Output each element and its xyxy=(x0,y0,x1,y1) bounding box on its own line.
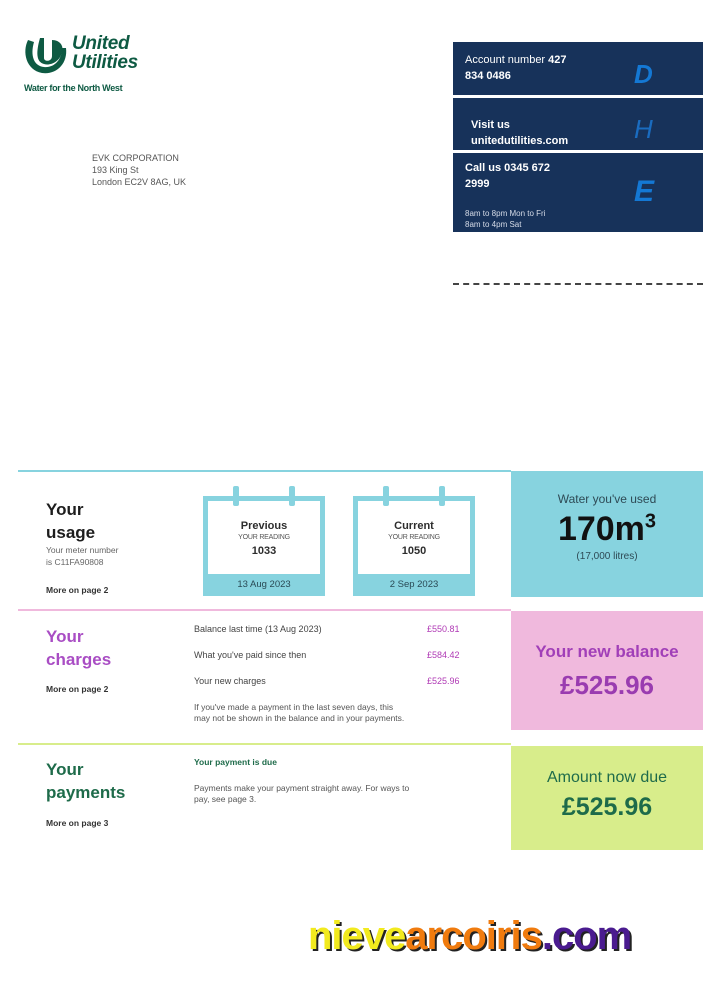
water-used-box xyxy=(511,471,703,597)
united-utilities-logo xyxy=(22,34,162,98)
new-balance-value: £525.96 xyxy=(560,670,654,700)
charge-row-value: £550.81 xyxy=(427,624,460,634)
charge-row-value: £525.96 xyxy=(427,676,460,686)
account-number-label: Account number xyxy=(465,54,546,66)
logo-tagline: Water for the North West xyxy=(24,83,123,93)
previous-date: 13 Aug 2023 xyxy=(203,574,325,596)
usage-divider xyxy=(18,470,511,472)
calendar-ring-icon xyxy=(383,486,389,506)
current-value: 1050 xyxy=(401,545,427,557)
previous-sub: YOUR READING xyxy=(238,534,290,541)
previous-label: Previous xyxy=(240,520,288,532)
charge-row-label: What you've paid since then xyxy=(194,650,307,660)
watermark-text: nievearcoiris.com xyxy=(308,914,632,958)
charge-row-value: £584.42 xyxy=(427,650,460,660)
box-letter-h: H xyxy=(634,114,653,144)
amount-due-box xyxy=(511,746,703,850)
current-sub: YOUR READING xyxy=(388,534,440,541)
calendar-ring-icon xyxy=(439,486,445,506)
hours-weekday: 8am to 8pm Mon to Fri xyxy=(465,209,546,218)
box-letter-d: D xyxy=(634,59,653,89)
amount-due-title: Amount now due xyxy=(546,769,668,786)
current-label: Current xyxy=(394,520,434,532)
water-used-value: $170m^3$ xyxy=(557,510,657,548)
usage-more-link[interactable]: More on page 2 xyxy=(46,585,109,595)
website-link[interactable]: unitedutilities.com xyxy=(471,135,569,147)
account-number-value-1: 427 xyxy=(548,54,567,66)
phone-number-1[interactable]: 0345 672 xyxy=(504,162,551,174)
phone-number-2[interactable]: 2999 xyxy=(465,178,490,190)
charge-row-label: Balance last time (13 Aug 2023) xyxy=(194,624,322,634)
charges-title: Your charges xyxy=(46,627,112,669)
dashed-divider xyxy=(453,283,703,285)
visit-us-label: Visit us xyxy=(471,119,510,131)
logo-word-united: United xyxy=(72,33,130,54)
payments-title: Your payments xyxy=(46,760,126,802)
payments-note: Payments make your payment straight away. For ways to pay, see page 3. xyxy=(194,783,410,804)
previous-reading-calendar xyxy=(203,486,325,596)
payments-divider xyxy=(18,743,511,745)
calendar-ring-icon xyxy=(233,486,239,506)
address-company: EVK CORPORATION xyxy=(92,153,179,163)
logo-word-utilities: Utilities xyxy=(72,52,138,73)
water-used-title: Water you've used xyxy=(557,492,657,506)
charge-row-label: Your new charges xyxy=(194,676,266,686)
address-city: London EC2V 8AG, UK xyxy=(92,177,187,187)
charges-divider xyxy=(18,609,511,611)
calendar-ring-icon xyxy=(289,486,295,506)
new-balance-title: Your new balance xyxy=(535,642,679,661)
charges-note: If you've made a payment in the last seven days, this may not be shown in the balance and in your payments. xyxy=(194,702,405,723)
call-us-label: Call us xyxy=(465,162,502,174)
call-us-box xyxy=(453,153,703,232)
recipient-address xyxy=(92,152,186,188)
address-street: 193 King St xyxy=(92,165,139,175)
account-number-value-2: 834 0486 xyxy=(465,70,511,82)
current-reading-calendar xyxy=(353,486,475,596)
visit-us-box xyxy=(453,98,703,150)
new-balance-box xyxy=(511,611,703,730)
charges-more-link[interactable]: More on page 2 xyxy=(46,684,109,694)
account-number-box xyxy=(453,42,703,95)
previous-value: 1033 xyxy=(251,545,277,557)
usage-title: Your usage xyxy=(46,500,96,542)
water-used-litres: (17,000 litres) xyxy=(576,551,638,562)
meter-number: Your meter number is C11FA90808 xyxy=(46,545,119,567)
hours-saturday: 8am to 4pm Sat xyxy=(465,220,522,229)
logo-wordmark xyxy=(72,34,138,72)
logo-u-mark-icon xyxy=(22,34,72,76)
payment-due-heading: Your payment is due xyxy=(194,757,277,767)
box-letter-e: E xyxy=(634,175,655,208)
amount-due-value: £525.96 xyxy=(561,793,653,821)
current-date: 2 Sep 2023 xyxy=(353,574,475,596)
payments-more-link[interactable]: More on page 3 xyxy=(46,818,109,828)
